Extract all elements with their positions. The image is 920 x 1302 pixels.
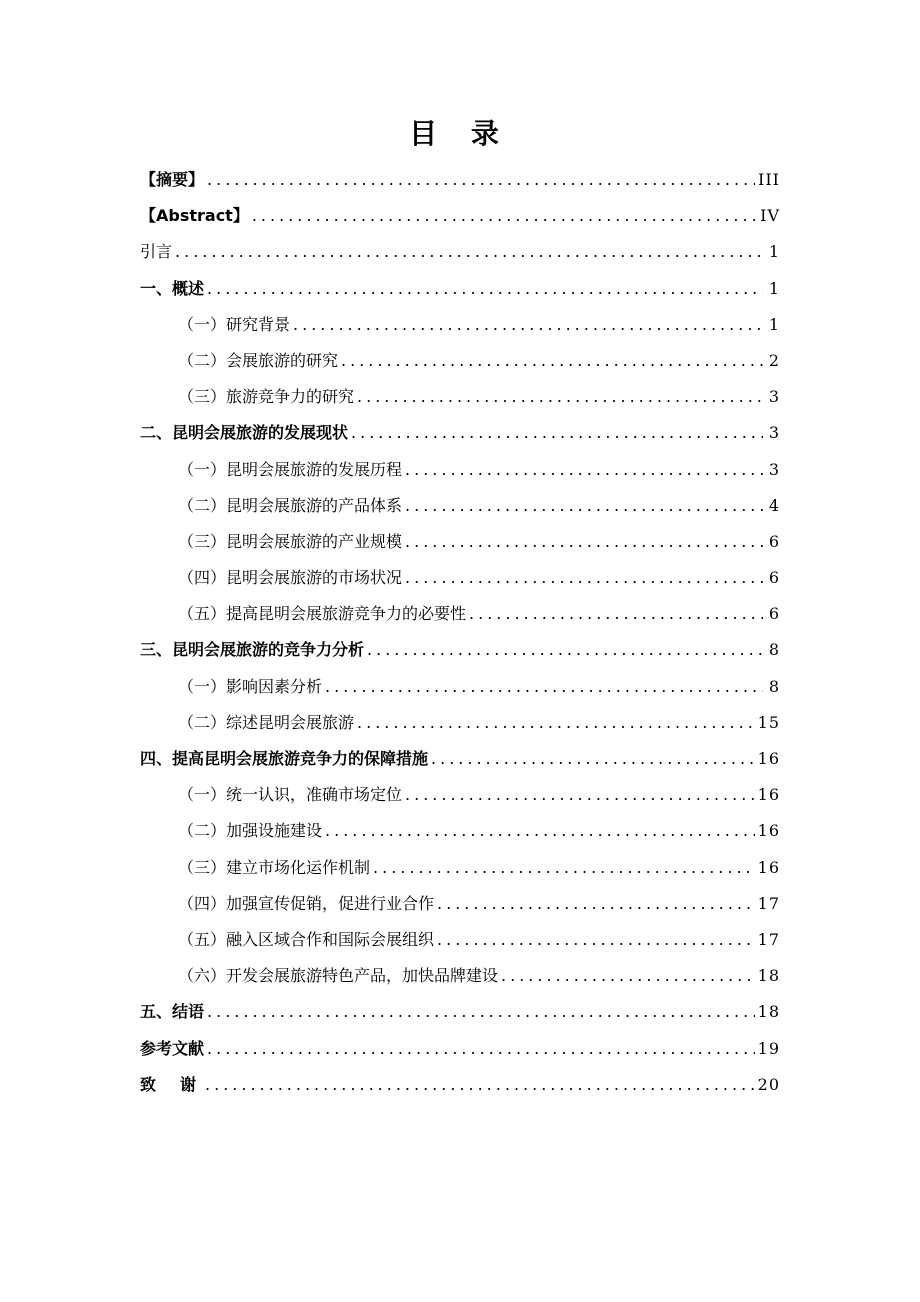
toc-dot-leader xyxy=(405,452,763,488)
toc-dot-leader xyxy=(469,596,763,632)
toc-entry-page: 17 xyxy=(757,893,780,913)
toc-entry-label: （五）提高昆明会展旅游竞争力的必要性 xyxy=(178,604,467,624)
toc-entry-label: （六）开发会展旅游特色产品，加快品牌建设 xyxy=(178,966,499,986)
toc-entry[interactable] xyxy=(140,524,780,560)
toc-dot-leader xyxy=(325,669,763,705)
toc-dot-leader xyxy=(501,958,755,994)
toc-dot-leader xyxy=(325,813,755,849)
toc-dot-leader xyxy=(357,379,763,415)
toc-dot-leader xyxy=(367,632,763,668)
toc-dot-leader xyxy=(207,994,755,1030)
toc-dot-leader xyxy=(437,886,755,922)
toc-entry[interactable] xyxy=(140,271,780,307)
toc-entry[interactable] xyxy=(140,632,780,668)
toc-entry-page: 16 xyxy=(757,821,780,841)
toc-entry-page: 6 xyxy=(768,568,780,588)
toc-entry[interactable] xyxy=(140,452,780,488)
toc-entry[interactable] xyxy=(140,379,780,415)
toc-dot-leader xyxy=(405,524,763,560)
toc-entry[interactable] xyxy=(140,234,780,270)
toc-entry[interactable] xyxy=(140,741,780,777)
toc-entry-page: 18 xyxy=(757,966,780,986)
toc-entry[interactable] xyxy=(140,705,780,741)
toc-dot-leader xyxy=(357,705,755,741)
toc-entry-label: （一）统一认识，准确市场定位 xyxy=(178,785,403,805)
toc-entry-label: （四）昆明会展旅游的市场状况 xyxy=(178,568,403,588)
toc-entry-page: 1 xyxy=(768,278,780,298)
toc-entry[interactable] xyxy=(140,669,780,705)
toc-dot-leader xyxy=(341,343,763,379)
toc-dot-leader xyxy=(252,198,757,234)
toc-entry[interactable] xyxy=(140,994,780,1030)
toc-entry-page: 2 xyxy=(768,350,780,370)
toc-entry-page: 16 xyxy=(757,785,780,805)
toc-entry-page: 1 xyxy=(768,314,780,334)
toc-entry[interactable] xyxy=(140,488,780,524)
toc-entry-label: （二）综述昆明会展旅游 xyxy=(178,712,355,732)
toc-dot-leader xyxy=(405,488,763,524)
toc-entry-label: 四、提高昆明会展旅游竞争力的保障措施 xyxy=(140,749,429,768)
toc-entry-page: 19 xyxy=(757,1038,780,1058)
toc-entry-label: （三）旅游竞争力的研究 xyxy=(178,387,355,407)
toc-entry[interactable] xyxy=(140,850,780,886)
toc-entry-label: （四）加强宣传促销，促进行业合作 xyxy=(178,893,435,913)
toc-dot-leader xyxy=(405,777,755,813)
toc-entry-page: III xyxy=(758,170,780,189)
toc-entry-page: 18 xyxy=(757,1002,780,1022)
toc-entry-page: 1 xyxy=(768,242,780,262)
toc-entry[interactable] xyxy=(140,415,780,451)
toc-entry-label: （一）昆明会展旅游的发展历程 xyxy=(178,459,403,479)
toc-entry-label: （五）融入区域合作和国际会展组织 xyxy=(178,929,435,949)
toc-entry-page: 6 xyxy=(768,531,780,551)
toc-dot-leader xyxy=(373,850,755,886)
toc-entry[interactable] xyxy=(140,958,780,994)
toc-entry-label: （三）昆明会展旅游的产业规模 xyxy=(178,531,403,551)
toc-entry-label: 二、昆明会展旅游的发展现状 xyxy=(140,423,349,443)
toc-entry-page: 16 xyxy=(757,857,780,877)
toc-dot-leader xyxy=(437,922,755,958)
toc-entry[interactable] xyxy=(140,560,780,596)
toc-entry-label: 引言 xyxy=(140,242,173,262)
toc-entry-label: 致谢 xyxy=(140,1074,221,1094)
toc-dot-leader xyxy=(207,271,763,307)
toc-entry-page: 20 xyxy=(757,1074,780,1094)
toc-entry-page: IV xyxy=(760,206,780,226)
toc-entry-page: 15 xyxy=(757,712,780,732)
toc-entry[interactable] xyxy=(140,343,780,379)
toc-entry[interactable] xyxy=(140,922,780,958)
toc-entry[interactable] xyxy=(140,1067,780,1103)
toc-dot-leader xyxy=(405,560,763,596)
toc-title: 目 录 xyxy=(409,117,511,150)
toc-entry-label: 【摘要】 xyxy=(140,170,205,189)
toc-entry[interactable] xyxy=(140,198,780,234)
toc-entry-page: 6 xyxy=(768,604,780,624)
toc-entry-label: （二）会展旅游的研究 xyxy=(178,350,339,370)
toc-entry-label: （三）建立市场化运作机制 xyxy=(178,857,371,877)
toc-entry-label: 五、结语 xyxy=(140,1002,205,1022)
toc-entry-label: （二）加强设施建设 xyxy=(178,821,323,841)
toc-entry-page: 8 xyxy=(768,640,780,660)
toc-list xyxy=(140,162,780,1103)
toc-entry-label: （一）影响因素分析 xyxy=(178,676,323,696)
toc-dot-leader xyxy=(205,1067,755,1103)
toc-entry-page: 3 xyxy=(768,459,780,479)
toc-dot-leader xyxy=(175,234,763,270)
toc-dot-leader xyxy=(207,1031,755,1067)
toc-entry-label: （一）研究背景 xyxy=(178,314,291,334)
toc-entry[interactable] xyxy=(140,886,780,922)
toc-entry-label: 一、概述 xyxy=(140,278,205,298)
toc-entry-page: 3 xyxy=(768,387,780,407)
toc-dot-leader xyxy=(293,307,763,343)
toc-entry[interactable] xyxy=(140,307,780,343)
toc-entry-page: 16 xyxy=(757,749,780,768)
toc-entry[interactable] xyxy=(140,777,780,813)
toc-entry-page: 3 xyxy=(768,423,780,443)
toc-entry-label: 【Abstract】 xyxy=(140,206,249,226)
toc-dot-leader xyxy=(207,162,755,198)
toc-entry-page: 17 xyxy=(757,929,780,949)
toc-entry-page: 4 xyxy=(768,495,780,515)
toc-entry-label: 参考文献 xyxy=(140,1038,205,1058)
toc-entry[interactable] xyxy=(140,813,780,849)
toc-dot-leader xyxy=(351,415,763,451)
toc-entry-page: 8 xyxy=(768,676,780,696)
toc-entry[interactable] xyxy=(140,596,780,632)
toc-dot-leader xyxy=(431,741,755,777)
toc-entry-label: 三、昆明会展旅游的竞争力分析 xyxy=(140,640,365,660)
toc-entry[interactable] xyxy=(140,162,780,198)
toc-entry-label: （二）昆明会展旅游的产品体系 xyxy=(178,495,403,515)
toc-entry[interactable] xyxy=(140,1031,780,1067)
